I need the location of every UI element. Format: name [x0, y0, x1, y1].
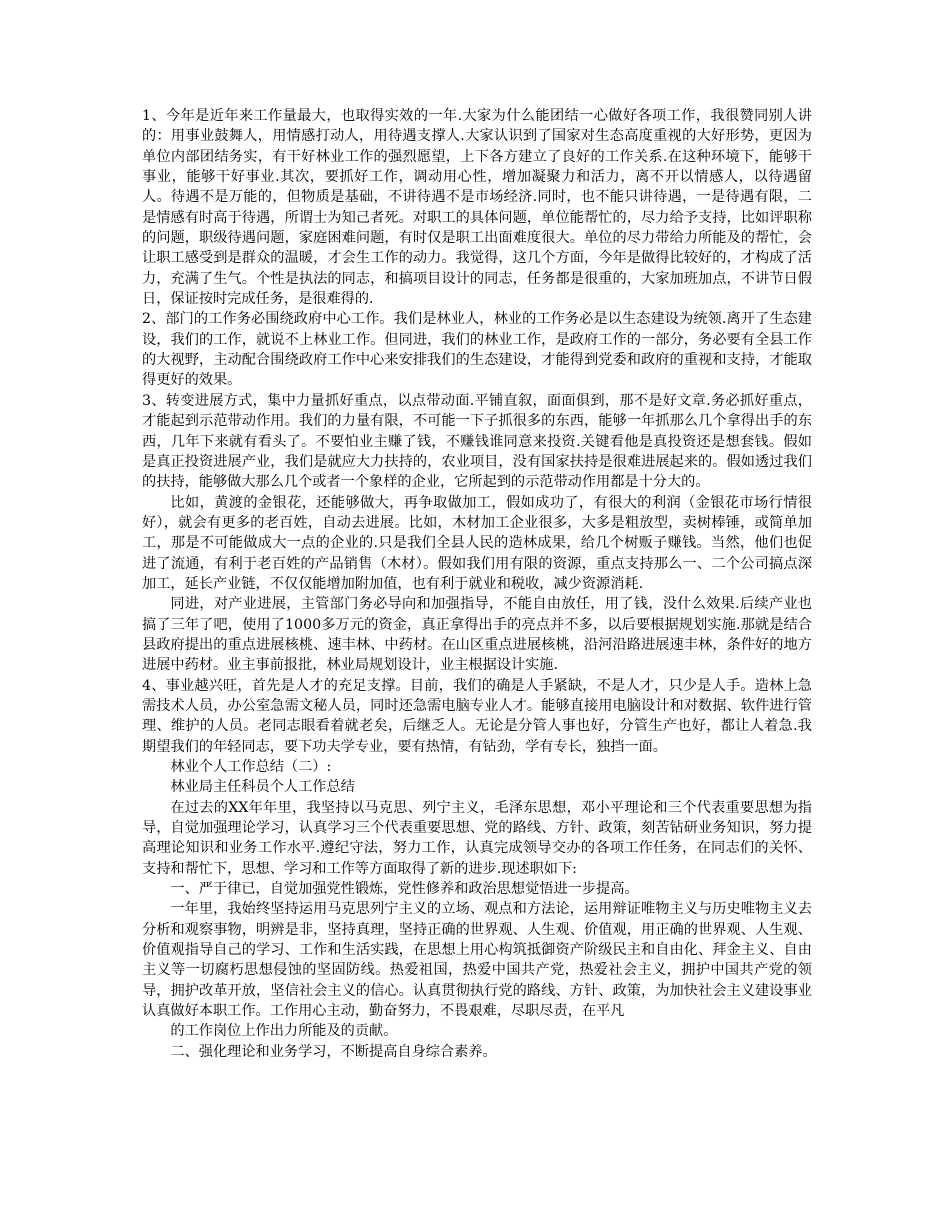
paragraph-contribution: 的工作岗位上作出力所能及的贡献。 [170, 1023, 398, 1040]
heading-two-study: 二、强化理论和业务学习，不断提高自身综合素养。 [170, 1043, 497, 1060]
paragraph-1-workload: 1、今年是近年来工作量最大，也取得实效的一年.大家为什么能团结一心做好各项工作，我很赞同别人讲的：用事业鼓舞人，用情感打动人，用待遇支撑人.大家认识到了国家对生态高度重视的大好形势，更因为单位内部团结务实，有干好林业工作的强烈愿望，上下各方建立了良好的工作关系.在这种环境下，能够干事业，能够干好事业.其次，要抓好工作，调动用心性，增加凝聚力和活力，离不开以情感人，以待遇留人。待遇不是万能的，但物质是基础，不讲待遇不是市场经济.同时，也不能只讲待遇，一是待遇有限，二是情感有时高于待遇，所谓士为知己者死。对职工的具体问题，单位能帮忙的，尽力给予支持，比如评职称的问题，职级待遇问题，家庭困难问题，有时仅是职工出面难度很大。单位的尽力带给力所能及的帮忙，会让职工感受到是群众的温暖，才会生工作的动力。我觉得，这几个方面，今年是做得比较好的，才构成了活力，充满了生气。个性是执法的同志，和搞项目设计的同志，任务都是很重的，大家加班加点，不讲节日假日，保证按时完成任务，是很难得的. [142, 108, 812, 308]
paragraph-3-development-mode: 3、转变进展方式，集中力量抓好重点，以点带动面.平铺直叙，面面俱到，那不是好文章.务必抓好重点，才能起到示范带动作用。我们的力量有限，不可能一下子抓很多的东西，能够一年抓那么几个拿得出手的东西，几年下来就有看头了。不要怕业主赚了钱，不赚钱谁同意来投资.关键看他是真投资还是想套钱。假如是真正投资进展产业，我们是就应大力扶持的，农业项目，没有国家扶持是很难进展起来的。假如透过我们的扶持，能够做大那么几个或者一个象样的企业，它所起到的示范带动作用都是十分大的。 [142, 392, 812, 491]
paragraph-honeysuckle-example: 比如，黄渡的金银花，还能够做大，再争取做加工，假如成功了，有很大的利润（金银花市场行情很好），就会有更多的老百姓，自动去进展。比如，木材加工企业很多，大多是粗放型，卖树棒锤，或简单加工，那是不可能做成大一点的企业的.只是我们全县人民的造林成果，给几个树贩子赚钱。当然，他们也促进了流通，有利于老百姓的产品销售（木材）。假如我们用有限的资源，重点支持那么一、二个公司搞点深加工，延长产业链，不仅仅能增加附加值，也有利于就业和税收，减少资源消耗. [142, 494, 812, 592]
heading-one-discipline: 一、严于律已，自觉加强党性锻炼，党性修养和政治思想觉悟进一步提高。 [170, 881, 639, 898]
document-page [142, 106, 812, 1062]
section-subtitle: 林业局主任科员个人工作总结 [170, 779, 355, 796]
section-heading-summary-two: 林业个人工作总结（二）: [170, 759, 332, 775]
paragraph-2-government-center: 2、部门的工作务必围绕政府中心工作。我们是林业人，林业的工作务必是以生态建设为统领.离开了生态建设，我们的工作，就说不上林业工作。但同进，我们的林业工作，是政府工作的一部分，务必要有全县工作的大视野，主动配合围绕政府工作中心来安排我们的生态建设，才能得到党委和政府的重视和支持，才能取得更好的效果。 [142, 311, 812, 389]
paragraph-4-talent: 4、事业越兴旺，首先是人才的充足支撑。目前，我们的确是人手紧缺，不是人才，只少是人手。造林上急需技术人员，办公室急需文秘人员，同时还急需电脑专业人才。能够直接用电脑设计和对数据、软件进行管理、维护的人员。老同志眼看着就老矣，后继乏人。无论是分管人事也好，分管生产也好，都让人着急.我期望我们的年轻同志，要下功夫学专业，要有热情，有钻劲，学有专长，独挡一面。 [142, 677, 812, 755]
paragraph-intro-report: 在过去的XX年年里，我坚持以马克思、列宁主义，毛泽东思想，邓小平理论和三个代表重要思想为指导，自觉加强理论学习，认真学习三个代表重要思想、党的路线、方针、政策，刻苦钻研业务知识，努力提高理论知识和业务工作水平.遵纪守法，努力工作，认真完成领导交办的各项工作任务，在同志们的关怀、支持和帮忙下，思想、学习和工作等方面取得了新的进步.现述职如下: [142, 799, 812, 877]
paragraph-industry-guidance: 同进，对产业进展，主管部门务必导向和加强指导，不能自由放任，用了钱，没什么效果.后续产业也搞了三年了吧，使用了1000多万元的资金，真正拿得出手的亮点并不多，以后要根据规划实施.那就是结合县政府提出的重点进展核桃、速丰林、中药材。在山区重点进展核桃，沿河沿路进展速丰林，条件好的地方进展中药材。业主事前报批，林业局规划设计，业主根据设计实施. [142, 596, 812, 674]
paragraph-ideology: 一年里，我始终坚持运用马克思列宁主义的立场、观点和方法论，运用辩证唯物主义与历史唯物主义去分析和观察事物，明辨是非，坚持真理，坚持正确的世界观、人生观、价值观，用正确的世界观、人生观、价值观指导自己的学习、工作和生活实践，在思想上用心构筑抵御资产阶级民主和自由化、拜金主义、自由主义等一切腐朽思想侵蚀的坚固防线。热爱祖国，热爱中国共产党，热爱社会主义，拥护中国共产党的领导，拥护改革开放，坚信社会主义的信心。认真贯彻执行党的路线、方针、政策，为加快社会主义建设事业认真做好本职工作。工作用心主动，勤奋努力，不畏艰难，尽职尽责，在平凡 [142, 901, 812, 1020]
